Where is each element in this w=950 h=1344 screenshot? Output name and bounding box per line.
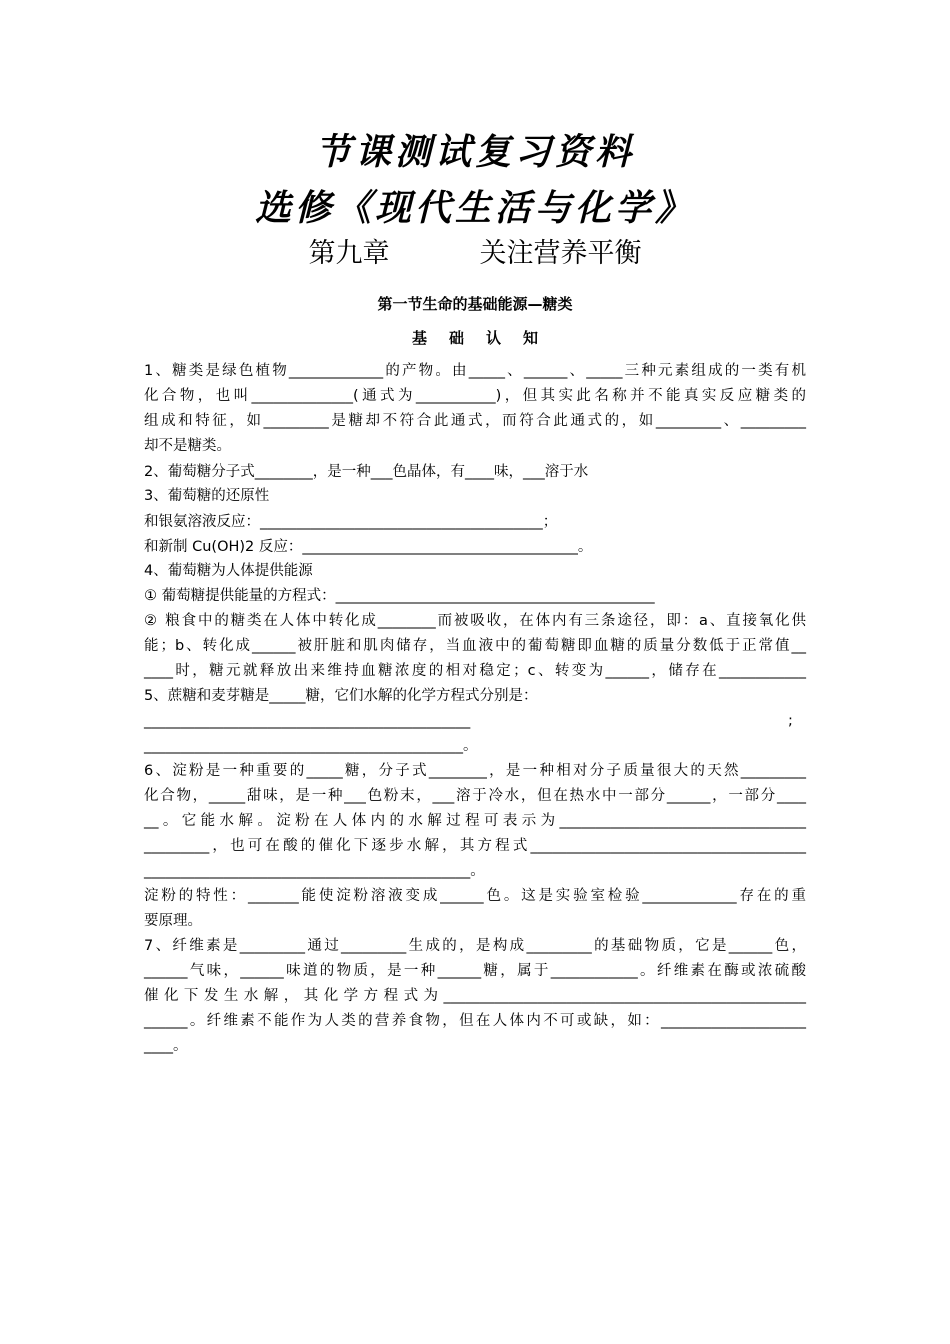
text-line: ____________________________________________。 bbox=[144, 738, 478, 754]
text-line: _________，也可在酸的催化下逐步水解，其方程式______________________________________ bbox=[144, 838, 806, 854]
text-line: 淀粉的特性：_______能使淀粉溶液变成______色。这是实验室检验_____________存在的重 bbox=[144, 888, 806, 904]
section-title: 第一节生命的基础能源—糖类 bbox=[377, 295, 573, 313]
text-line: __。它能水解。淀粉在人体内的水解过程可表示为__________________________________ bbox=[144, 813, 806, 829]
text-line: 3、葡萄糖的还原性 bbox=[144, 488, 270, 504]
text-line: 1、糖类是绿色植物_____________的产物。由_____、______、_____三种元素组成的一类有机 bbox=[144, 363, 806, 379]
text-line: 却不是糖类。 bbox=[144, 438, 231, 454]
text-line: 要原理。 bbox=[144, 913, 202, 929]
doc-title-line2: 选修《现代生活与化学》 bbox=[254, 187, 695, 229]
doc-title-line1: 节课测试复习资料 bbox=[314, 131, 635, 173]
q5-semicolon: ; bbox=[788, 713, 793, 729]
text-line: 6、淀粉是一种重要的_____糖，分子式________，是一种相对分子质量很大的天然_________ bbox=[144, 763, 806, 779]
text-line: _____________________________________________。 bbox=[144, 863, 485, 879]
text-line: ② 粮食中的糖类在人体中转化成________而被吸收，在体内有三条途径，即：a、直接氧化供 bbox=[144, 613, 806, 629]
text-line: 化合物，也叫______________(通式为___________)，但其实此名称并不能真实反应糖类的 bbox=[144, 388, 806, 404]
text-line: 组成和特征，如_________是糖却不符合此通式，而符合此通式的，如_________、_________ bbox=[144, 413, 806, 429]
text-line: 5、蔗糖和麦芽糖是_____糖，它们水解的化学方程式分别是： bbox=[144, 688, 538, 704]
text-line: ______。纤维素不能作为人类的营养食物，但在人体内不可或缺，如：____________________ bbox=[144, 1013, 806, 1029]
text-line: 7、纤维素是_________通过_________生成的，是构成_________的基础物质，它是______色， bbox=[144, 938, 806, 954]
text-line: ______气味，______味道的物质，是一种______糖，属于____________。纤维素在酶或浓硫酸 bbox=[144, 963, 806, 979]
text-line: 能；b、转化成______被肝脏和肌肉储存，当血液中的葡萄糖即血糖的质量分数低于正常值__ bbox=[144, 638, 806, 654]
text-line: 化合物，_____甜味，是一种___色粉末，___溶于冷水，但在热水中一部分______，一部分____ bbox=[144, 788, 806, 804]
chapter-number: 第九章 bbox=[308, 238, 390, 269]
text-line: 4、葡萄糖为人体提供能源 bbox=[144, 563, 313, 579]
text-line: 2、葡萄糖分子式________，是一种___色晶体，有____味，___溶于水 bbox=[144, 464, 589, 480]
text-line: ____时，糖元就释放出来维持血糖浓度的相对稳定；c、转变为______，储存在____________ bbox=[144, 663, 806, 679]
text-line: 催化下发生水解，其化学方程式为__________________________________________________ bbox=[144, 988, 806, 1004]
subheading: 基础认知 bbox=[411, 329, 560, 347]
text-line: ____。 bbox=[144, 1038, 188, 1054]
text-line: 和新制 Cu(OH)2 反应：______________________________________。 bbox=[144, 539, 593, 555]
chapter-heading bbox=[0, 231, 950, 270]
text-line: _____________________________________________ bbox=[144, 713, 471, 729]
chapter-title: 关注营养平衡 bbox=[479, 238, 642, 269]
text-line: 和银氨溶液反应：_______________________________________； bbox=[144, 514, 558, 530]
text-line: ① 葡萄糖提供能量的方程式：____________________________________________ bbox=[144, 588, 655, 604]
